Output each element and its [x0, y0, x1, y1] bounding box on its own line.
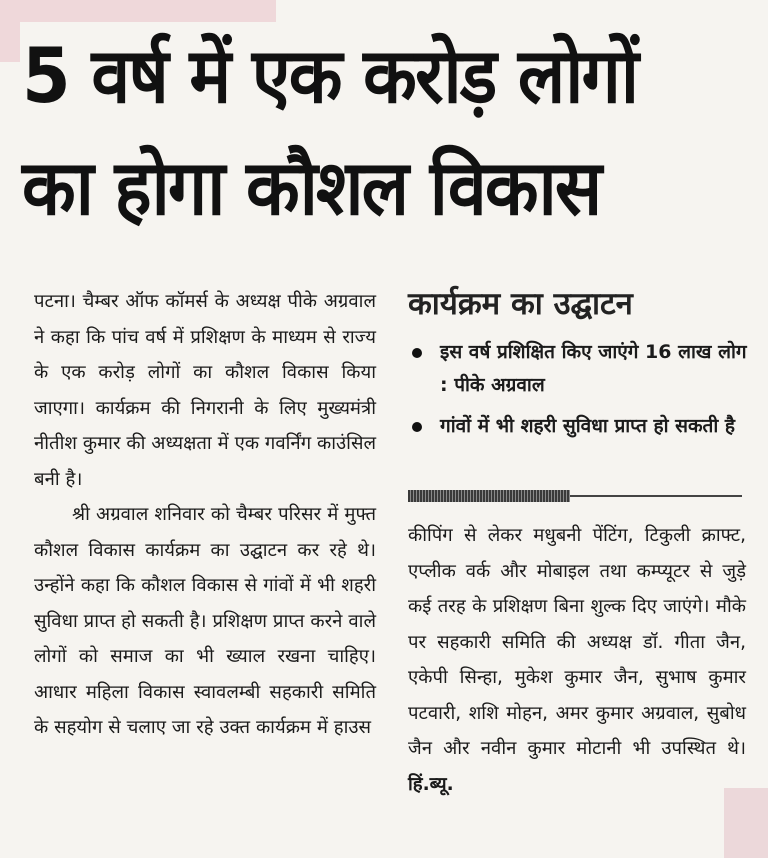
right-column-highlights: [408, 282, 748, 451]
divider-line: [570, 495, 742, 497]
paper-edge-left: [0, 22, 20, 62]
subheading: कार्यक्रम का उद्घाटन: [408, 286, 633, 322]
bullet-dot-icon: [412, 348, 422, 358]
divider-hatched-bar: [408, 490, 570, 502]
bullet-dot-icon: [412, 422, 422, 432]
byline-credit: हिं.ब्यू.: [408, 773, 454, 795]
left-column: [34, 284, 376, 746]
article-paragraph-2: श्री अग्रवाल शनिवार को चैम्बर परिसर में मुफ्त कौशल विकास कार्यक्रम का उद्घाटन कर रहे थे। उन्होंने कहा कि कौशल विकास से गांवों में भी शहरी सुविधा प्राप्त हो सकती है। प्रशिक्षण प्राप्त करने वाले लोगों को समाज का भी ख्याल रखना चाहिए। आधार महिला विकास स्वावलम्बी सहकारी समिति के सहयोग से चलाए जा रहे उक्त कार्यक्रम में हाउस: [34, 504, 376, 738]
headline-line-2: का होगा कौशल विकास: [22, 143, 601, 232]
paper-edge-top-left: [0, 0, 276, 22]
article-paragraph-1: पटना। चैम्बर ऑफ कॉमर्स के अध्यक्ष पीके अग्रवाल ने कहा कि पांच वर्ष में प्रशिक्षण के माध्यम से राज्य के एक करोड़ लोगों का कौशल विकास किया जाएगा। कार्यक्रम की निगरानी के लिए मुख्यमंत्री नीतीश कुमार की अध्यक्षता में एक गवर्निंग काउंसिल बनी है।: [34, 291, 376, 490]
bullet-list: [408, 336, 748, 443]
bullet-text: इस वर्ष प्रशिक्षित किए जाएंगे 16 लाख लोग : पीके अग्रवाल: [440, 341, 747, 396]
headline: [22, 20, 694, 244]
article-paragraph-3: कीपिंग से लेकर मधुबनी पेंटिंग, टिकुली क्राफ्ट, एप्लीक वर्क और मोबाइल तथा कम्प्यूटर से जुड़े कई तरह के प्रशिक्षण बिना शुल्क दिए जाएंगे। मौके पर सहकारी समिति की अध्यक्ष डॉ. गीता जैन, एकेपी सिन्हा, मुकेश कुमार जैन, सुभाष कुमार पटवारी, शशि मोहन, अमर कुमार अग्रवाल, सुबोध जैन और नवीन कुमार मोटानी भी उपस्थित थे।: [408, 525, 746, 759]
bullet-item: [408, 336, 748, 402]
section-divider: [408, 490, 742, 502]
headline-line-1: 5 वर्ष में एक करोड़ लोगों: [22, 31, 638, 120]
right-column-body: [408, 518, 746, 802]
bullet-item: [408, 410, 748, 443]
bullet-text: गांवों में भी शहरी सुविधा प्राप्त हो सकती है: [440, 415, 735, 437]
